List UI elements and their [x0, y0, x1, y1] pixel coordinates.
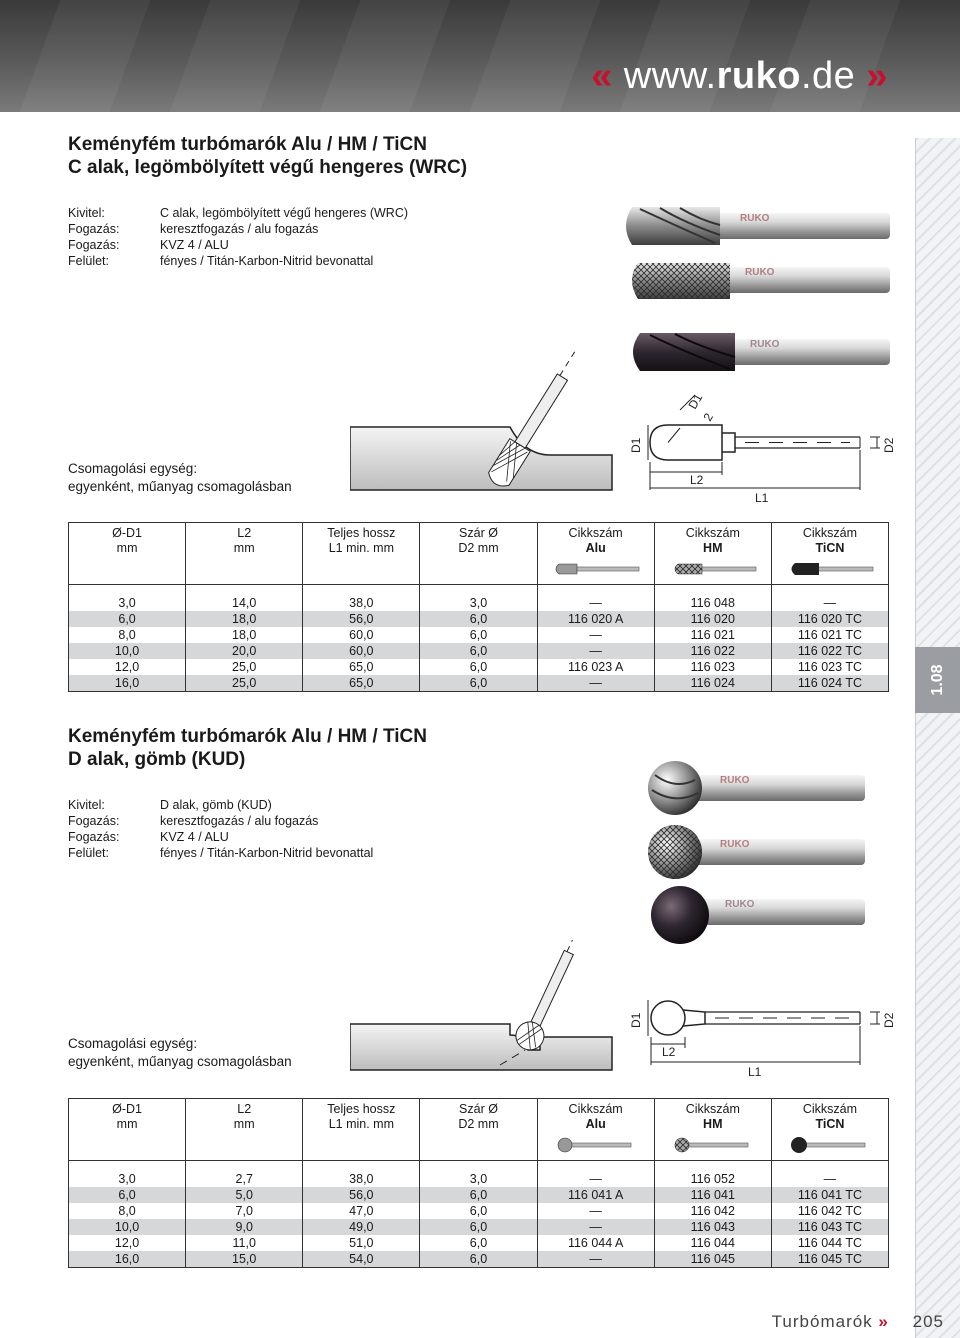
col-header: Ø-D1 mm	[69, 523, 186, 557]
kud-dimension-drawing	[629, 1000, 896, 1079]
table-row: 10,0 20,0 60,0 6,0 — 116 022 116 022 TC	[69, 643, 889, 659]
section2-technical-drawing	[350, 940, 910, 1085]
section2-title: Keményfém turbómarók Alu / HM / TiCN D alak, gömb (KUD)	[68, 726, 427, 770]
table-header-row	[69, 1099, 889, 1133]
svg-text:RUKO: RUKO	[720, 839, 750, 850]
table-row: 3,0 2,7 38,0 3,0 — 116 052 —	[69, 1171, 889, 1187]
svg-text:L2: L2	[690, 473, 704, 487]
col-header: L2 mm	[186, 523, 303, 557]
alu-ball-burr-photo	[648, 761, 865, 815]
footer-section: Turbómarók	[771, 1312, 873, 1331]
col-header: Teljes hossz L1 min. mm	[303, 1099, 420, 1133]
ticn-ball-thumbnail-icon	[785, 1136, 875, 1154]
table-row: 12,0 11,0 51,0 6,0 116 044 A 116 044 116 044 TC	[69, 1235, 889, 1251]
section2-packaging: Csomagolási egység: egyenként, műanyag csomagolásban	[68, 1036, 292, 1069]
alu-thumbnail-icon	[551, 560, 641, 578]
hm-burr-photo	[632, 263, 890, 299]
col-header: Cikkszám TiCN	[771, 523, 888, 557]
col-header: Teljes hossz L1 min. mm	[303, 523, 420, 557]
svg-text:RUKO: RUKO	[740, 213, 770, 224]
hm-thumbnail-icon	[668, 560, 758, 578]
table-row: 8,0 18,0 60,0 6,0 — 116 021 116 021 TC	[69, 627, 889, 643]
hm-ball-thumbnail-icon	[668, 1136, 758, 1154]
table-row: 6,0 5,0 56,0 6,0 116 041 A 116 041 116 041 TC	[69, 1187, 889, 1203]
ticn-thumbnail-icon	[785, 560, 875, 578]
svg-text:D1: D1	[629, 437, 643, 453]
hm-ball-burr-photo	[648, 825, 865, 879]
col-header: Cikkszám Alu	[537, 1099, 654, 1133]
col-header: Ø-D1 mm	[69, 1099, 186, 1133]
section1-packaging: Csomagolási egység: egyenként, műanyag csomagolásban	[68, 461, 292, 494]
svg-text:L2: L2	[662, 1045, 676, 1059]
section2-table	[68, 1098, 889, 1268]
table-row: 6,0 18,0 56,0 6,0 116 020 A 116 020 116 020 TC	[69, 611, 889, 627]
alu-burr-photo	[626, 207, 890, 245]
col-header: Szár Ø D2 mm	[420, 1099, 537, 1133]
svg-text:D1: D1	[629, 1012, 643, 1028]
svg-text:RUKO: RUKO	[750, 339, 780, 350]
table-row: 3,0 14,0 38,0 3,0 — 116 048 —	[69, 595, 889, 611]
svg-text:RUKO: RUKO	[745, 267, 775, 278]
svg-text:D2: D2	[882, 437, 896, 453]
table-row: 16,0 25,0 65,0 6,0 — 116 024 116 024 TC	[69, 675, 889, 692]
alu-ball-thumbnail-icon	[551, 1136, 641, 1154]
section1-technical-drawing	[350, 350, 910, 510]
ticn-ball-burr-photo	[651, 886, 865, 944]
table-header-row	[69, 523, 889, 557]
page-footer	[772, 1312, 944, 1332]
wrc-dimension-drawing	[629, 391, 896, 505]
svg-text:D1: D1	[685, 391, 706, 412]
svg-text:D2: D2	[882, 1012, 896, 1028]
website-url[interactable]: « www.ruko.de »	[591, 55, 888, 97]
col-header: Cikkszám HM	[654, 523, 771, 557]
col-header: Szár Ø D2 mm	[420, 523, 537, 557]
col-header: L2 mm	[186, 1099, 303, 1133]
sidebar-decoration	[912, 138, 960, 1338]
svg-text:L1: L1	[748, 1065, 762, 1079]
svg-text:RUKO: RUKO	[720, 775, 750, 786]
table-row: 12,0 25,0 65,0 6,0 116 023 A 116 023 116 023 TC	[69, 659, 889, 675]
chapter-tab: 1.08	[915, 647, 960, 713]
svg-text:2: 2	[700, 410, 716, 424]
table-row: 16,0 15,0 54,0 6,0 — 116 045 116 045 TC	[69, 1251, 889, 1268]
section2-specs: Kivitel: D alak, gömb (KUD) Fogazás: keresztfogazás / alu fogazás Fogazás: KVZ 4 / ALU Felület: fényes / Titán-Karbon-Nitrid bevonattal	[68, 798, 374, 860]
col-header: Cikkszám Alu	[537, 523, 654, 557]
svg-text:RUKO: RUKO	[725, 899, 755, 910]
footer-arrow-icon: »	[878, 1312, 889, 1331]
table-row: 8,0 7,0 47,0 6,0 — 116 042 116 042 TC	[69, 1203, 889, 1219]
section1-title: Keményfém turbómarók Alu / HM / TiCN C alak, legömbölyített végű hengeres (WRC)	[68, 134, 468, 178]
page-header	[0, 0, 960, 112]
section1-specs: Kivitel: C alak, legömbölyített végű hengeres (WRC) Fogazás: keresztfogazás / alu fogazás Fogazás: KVZ 4 / ALU Felület: fényes / Titán-Karbon-Nitrid bevonattal	[68, 206, 409, 268]
section2-product-photos	[640, 755, 900, 955]
page-number: 205	[912, 1312, 944, 1331]
section1-table	[68, 522, 889, 692]
table-row: 10,0 9,0 49,0 6,0 — 116 043 116 043 TC	[69, 1219, 889, 1235]
svg-text:L1: L1	[755, 491, 769, 505]
col-header: Cikkszám HM	[654, 1099, 771, 1133]
col-header: Cikkszám TiCN	[771, 1099, 888, 1133]
